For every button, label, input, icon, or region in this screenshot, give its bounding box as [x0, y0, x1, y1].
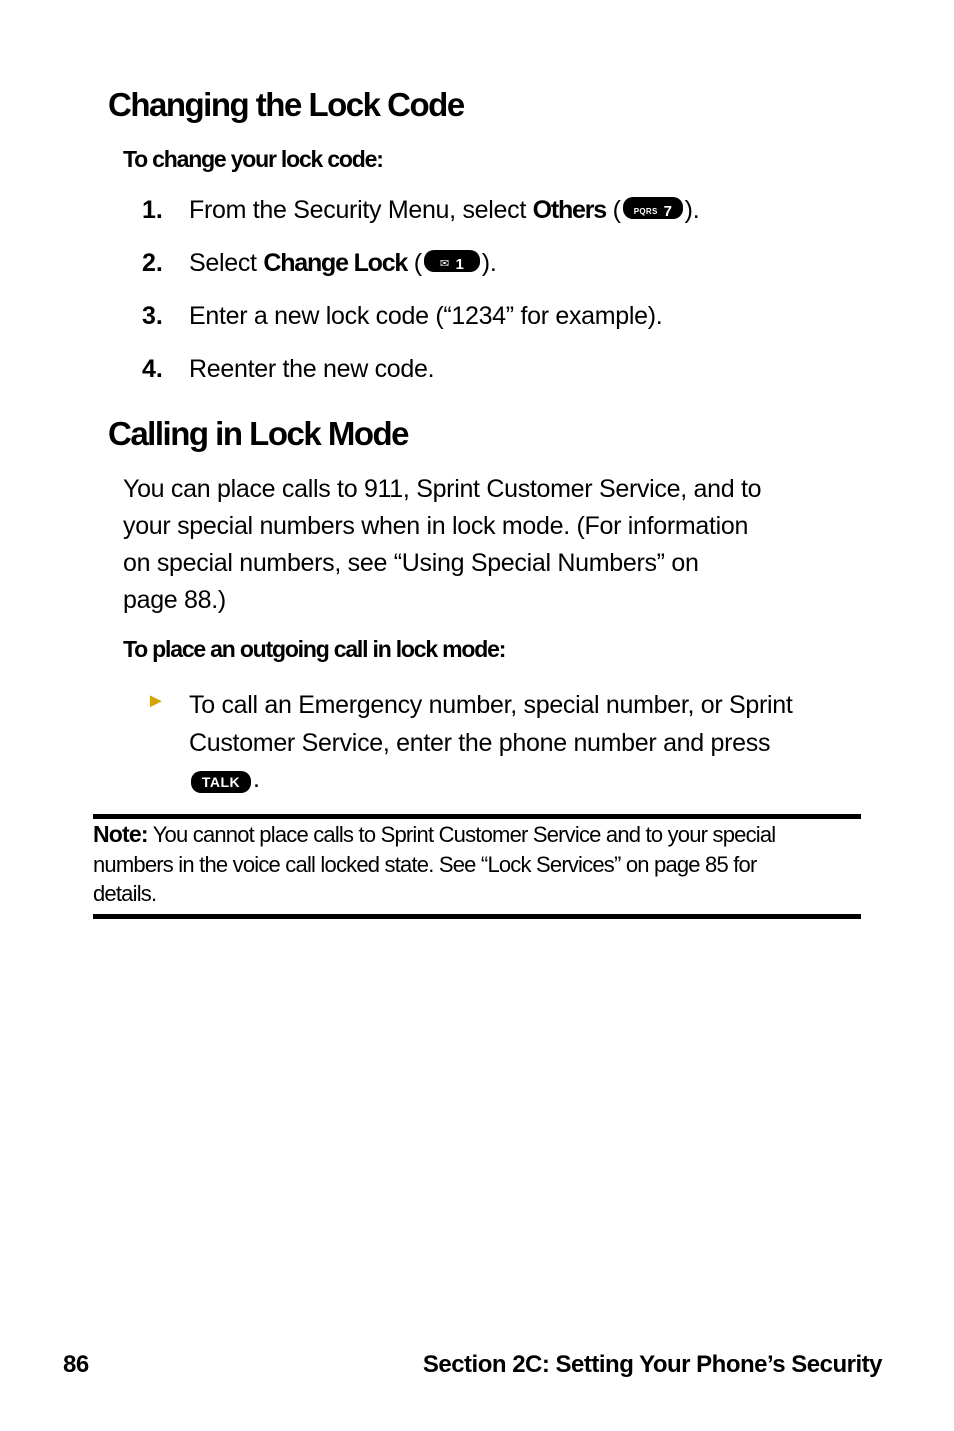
note-line: You cannot place calls to Sprint Customer Service and to your special — [152, 822, 776, 847]
note-line: numbers in the voice call locked state. See “Lock Services” on page 85 for — [93, 851, 757, 877]
section-heading-calling-lock-mode: Calling in Lock Mode — [108, 415, 409, 452]
step-1 — [0, 196, 954, 232]
page-number: 86 — [63, 1351, 89, 1378]
step-number: 3. — [142, 302, 163, 330]
step-text: Select Change Lock ( ✉ 1 ). — [189, 249, 497, 277]
step-2 — [0, 249, 954, 285]
bullet-arrow-icon: ► — [146, 690, 166, 712]
bullet-line: To call an Emergency number, special number, or Sprint — [189, 691, 793, 719]
lock-mode-paragraph — [123, 471, 843, 619]
paragraph-line: your special numbers when in lock mode. (For information — [123, 512, 749, 540]
section-title-footer: Section 2C: Setting Your Phone’s Security — [422, 1351, 882, 1378]
paragraph-line: on special numbers, see “Using Special Numbers” on — [123, 549, 699, 577]
subheading-outgoing-call: To place an outgoing call in lock mode: — [123, 636, 506, 662]
bullet-line: Customer Service, enter the phone number and press — [189, 729, 771, 757]
note-bottom-rule — [93, 914, 861, 919]
menu-option-change-lock: Change Lock — [263, 249, 408, 277]
bullet-item — [0, 686, 954, 796]
talk-key-icon: TALK — [191, 771, 251, 793]
step-text: From the Security Menu, select Others ( PQRS 7 ). — [189, 196, 700, 224]
step-text: Reenter the new code. — [189, 355, 435, 383]
step-4 — [0, 355, 954, 391]
note-block — [93, 820, 861, 909]
section-heading-changing-lock-code: Changing the Lock Code — [108, 86, 464, 123]
subheading-change-lock-code: To change your lock code: — [123, 146, 383, 172]
note-label: Note: — [93, 821, 148, 847]
step-3 — [0, 302, 954, 338]
note-top-rule — [93, 814, 861, 819]
step-number: 4. — [142, 355, 163, 383]
step-number: 1. — [142, 196, 163, 224]
key-1-envelope-icon: ✉ 1 — [424, 250, 480, 272]
step-text: Enter a new lock code (“1234” for example). — [189, 302, 663, 330]
note-line: details. — [93, 881, 157, 906]
menu-option-others: Others — [532, 196, 606, 224]
step-number: 2. — [142, 249, 163, 277]
paragraph-line: page 88.) — [123, 586, 226, 614]
key-7-pqrs-icon: PQRS 7 — [623, 197, 683, 219]
paragraph-line: You can place calls to 911, Sprint Customer Service, and to — [123, 475, 762, 503]
bullet-text: To call an Emergency number, special number, or Sprint Customer Service, enter the phone number and press TALK . — [189, 686, 869, 796]
